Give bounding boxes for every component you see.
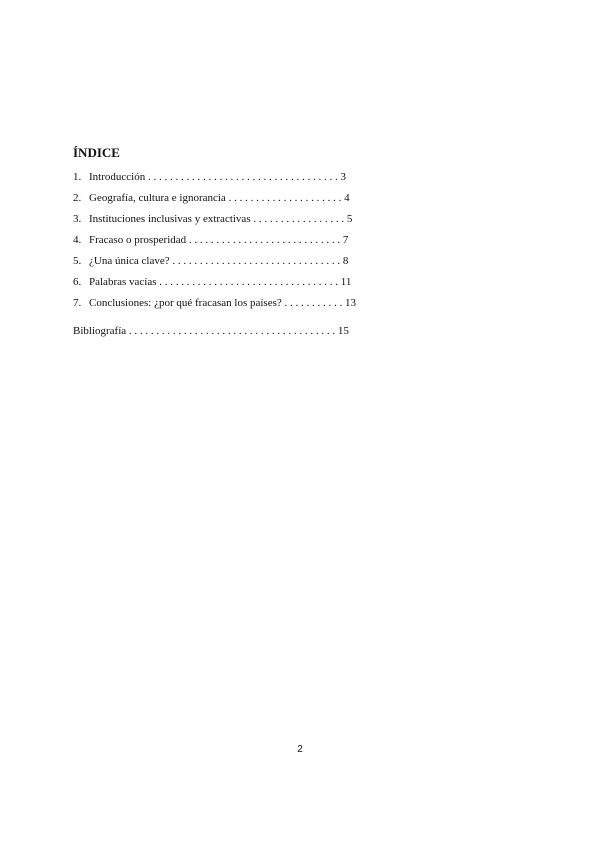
toc-entry-number: 7. [73, 297, 82, 309]
toc-entry-fracaso [73, 230, 393, 251]
toc-entry-conclusiones [73, 293, 393, 314]
table-of-contents [73, 145, 393, 342]
toc-entry-number: 2. [73, 192, 82, 204]
toc-entry-number: 3. [73, 213, 82, 225]
toc-entry-text: Conclusiones: ¿por qué fracasan los países? . . . . . . . . . . . 13 [89, 297, 356, 309]
toc-entry-text: ¿Una única clave? . . . . . . . . . . . . . . . . . . . . . . . . . . . . . . . 8 [89, 255, 349, 267]
toc-entry-geografia [73, 188, 393, 209]
toc-entry-number: 6. [73, 276, 82, 288]
toc-entry-number: 5. [73, 255, 82, 267]
toc-entry-bibliografia: Bibliografía . . . . . . . . . . . . . . . . . . . . . . . . . . . . . . . . . . . . . . 15 [73, 325, 349, 337]
toc-entry-unica-clave [73, 251, 393, 272]
toc-entry-number: 1. [73, 171, 82, 183]
toc-entry-number: 4. [73, 234, 82, 246]
toc-entry-text: Instituciones inclusivas y extractivas . . . . . . . . . . . . . . . . . 5 [89, 213, 353, 225]
toc-entry-text: Fracaso o prosperidad . . . . . . . . . . . . . . . . . . . . . . . . . . . . 7 [89, 234, 349, 246]
toc-entry-palabras-vacias [73, 272, 393, 293]
page-number: 2 [297, 744, 303, 755]
toc-entry-text: Geografía, cultura e ignorancia . . . . . . . . . . . . . . . . . . . . . 4 [89, 192, 350, 204]
toc-entry-text: Palabras vacías . . . . . . . . . . . . . . . . . . . . . . . . . . . . . . . . . 11 [89, 276, 352, 288]
toc-entry-text: Introducción . . . . . . . . . . . . . . . . . . . . . . . . . . . . . . . . . . . 3 [89, 171, 346, 183]
toc-entry-introduccion [73, 167, 393, 188]
toc-title: ÍNDICE [73, 145, 120, 160]
toc-entry-instituciones [73, 209, 393, 230]
